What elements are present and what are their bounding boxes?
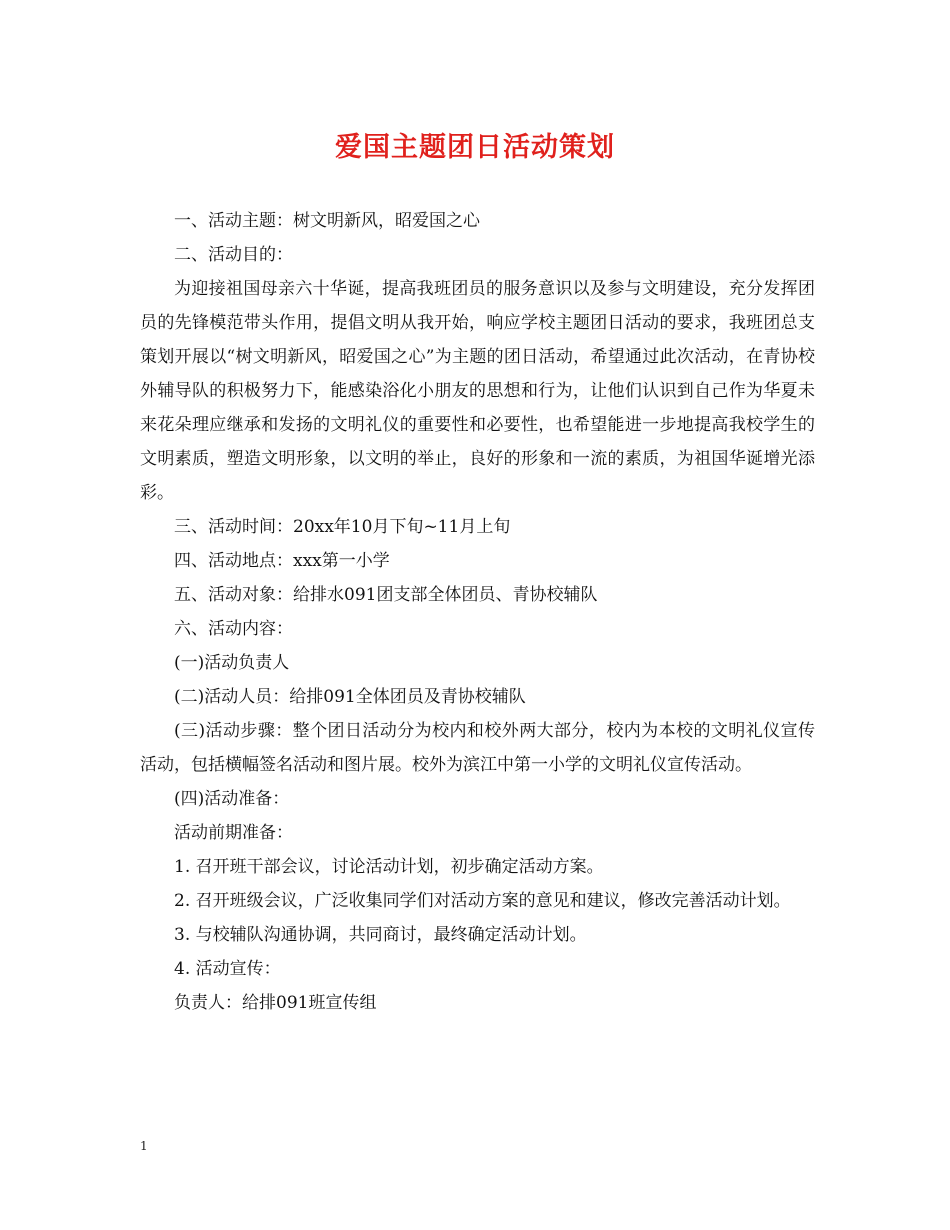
document-body (140, 204, 815, 1020)
paragraph-early-preparation: 活动前期准备： (174, 823, 293, 843)
paragraph-activity-staff: (二)活动人员：给排091全体团员及青协校辅队 (174, 687, 526, 707)
paragraph-activity-purpose: 为迎接祖国母亲六十华诞，提高我班团员的服务意识以及参与文明建设，充分发挥团员的先锋模范带头作用，提倡文明从我开始，响应学校主题团日活动的要求，我班团总支策划开展以“树文明新风，昭爱国之心”为主题的团日活动，希望通过此次活动，在青协校外辅导队的积极努力下，能感染浴化小朋友的思想和行为，让他们认识到自己作为华夏未来花朵理应继承和发扬的文明礼仪的重要性和必要性，也希望能进一步地提高我校学生的文明素质，塑造文明形象，以文明的举止，良好的形象和一流的素质，为祖国华诞增光添彩。 (140, 279, 815, 503)
paragraph-activity-participants: 五、活动对象：给排水091团支部全体团员、青协校辅队 (174, 585, 598, 605)
paragraph-activity-content-heading: 六、活动内容： (174, 619, 293, 639)
list-item-2: 2. 召开班级会议，广泛收集同学们对活动方案的意见和建议，修改完善活动计划。 (174, 891, 791, 911)
paragraph-activity-location: 四、活动地点：xxx第一小学 (174, 551, 390, 571)
paragraph-activity-preparation: (四)活动准备： (174, 789, 290, 809)
paragraph-publicity-owner: 负责人：给排091班宣传组 (174, 993, 377, 1013)
paragraph-activity-steps: (三)活动步骤：整个团日活动分为校内和校外两大部分，校内为本校的文明礼仪宣传活动，包括横幅签名活动和图片展。校外为滨江中第一小学的文明礼仪宣传活动。 (140, 721, 815, 775)
paragraph-person-in-charge: (一)活动负责人 (174, 653, 290, 673)
paragraph-activity-purpose-heading: 二、活动目的： (174, 245, 293, 265)
list-item-4: 4. 活动宣传： (174, 959, 281, 979)
paragraph-activity-time: 三、活动时间：20xx年10月下旬~11月上旬 (174, 517, 511, 537)
list-item-1: 1. 召开班干部会议，讨论活动计划，初步确定活动方案。 (174, 857, 604, 877)
document-title: 爱国主题团日活动策划 (335, 132, 615, 163)
paragraph-activity-theme: 一、活动主题：树文明新风，昭爱国之心 (174, 211, 480, 231)
list-item-3: 3. 与校辅队沟通协调，共同商讨，最终确定活动计划。 (174, 925, 587, 945)
page-number: 1 (140, 1139, 148, 1153)
